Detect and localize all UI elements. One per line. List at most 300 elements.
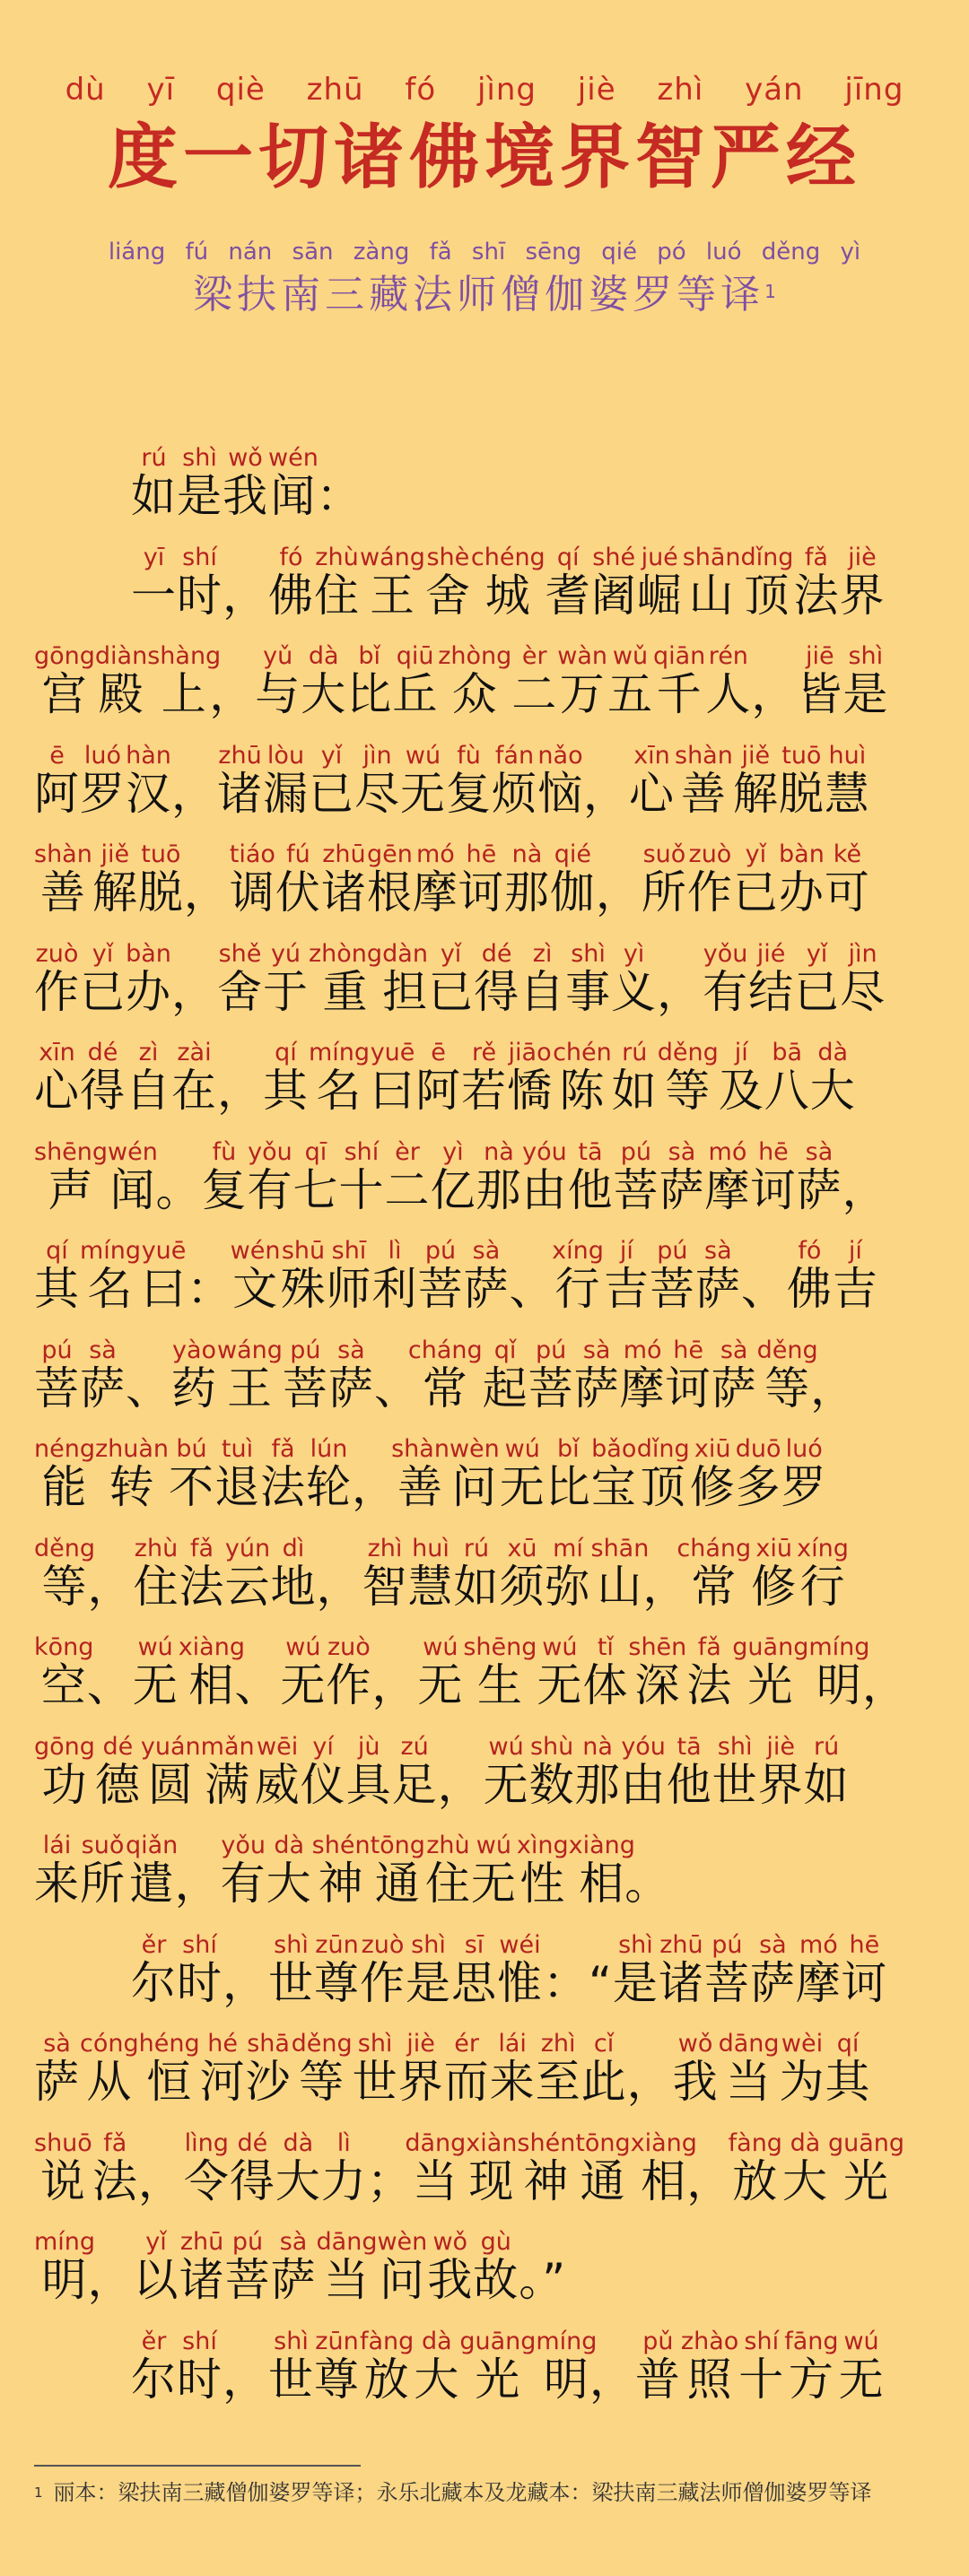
annotated-char: [832, 1237, 878, 1315]
hanzi: 有: [247, 1163, 293, 1216]
text-line: [34, 2128, 942, 2232]
hanzi: 住: [133, 1560, 179, 1613]
hanzi: 王: [217, 1362, 283, 1414]
annotated-char: [528, 1732, 575, 1811]
hanzi: 崛: [636, 569, 683, 622]
hanzi: 尽: [840, 965, 886, 1018]
annotated-char: [659, 1137, 705, 1216]
pinyin: hē: [665, 1336, 711, 1364]
annotated-char: [80, 1039, 126, 1117]
text-line: [34, 1834, 942, 1934]
annotated-char: [781, 2128, 828, 2207]
punctuation: ，: [87, 2254, 134, 2306]
pinyin: rén: [705, 642, 752, 670]
hanzi: 法: [793, 569, 840, 622]
hanzi: 办: [778, 866, 825, 918]
pinyin: wú: [132, 1633, 179, 1661]
annotated-char: [131, 2327, 177, 2406]
hanzi: 萨: [749, 1956, 796, 2009]
pinyin: gù: [473, 2228, 519, 2256]
annotated-char: [34, 642, 95, 720]
hanzi: 菩: [528, 1362, 574, 1414]
annotated-char: [641, 840, 687, 918]
annotated-char: [666, 1732, 712, 1811]
annotated-char: [291, 2030, 353, 2108]
annotated-char: [34, 1732, 95, 1811]
hanzi: 阇: [590, 569, 637, 622]
hanzi: 那: [503, 866, 550, 918]
hanzi: 七: [292, 1163, 339, 1216]
punctuation: ，: [171, 965, 217, 1018]
hanzi: 得: [229, 2154, 275, 2207]
hanzi: 顶: [740, 569, 794, 622]
pinyin: zhù: [424, 1832, 471, 1859]
text-line: [34, 2228, 942, 2330]
hanzi: 世: [711, 1758, 758, 1811]
hanzi: 住: [314, 569, 360, 622]
footnote-ref[interactable]: 1: [764, 281, 776, 302]
annotated-char: [94, 1435, 170, 1513]
annotated-char: [427, 2228, 474, 2306]
pinyin: ér: [443, 2030, 490, 2058]
punctuation: 、: [740, 1263, 787, 1315]
annotated-char: [201, 1137, 248, 1216]
annotated-char: [686, 1633, 733, 1711]
pinyin: pú: [613, 1137, 659, 1166]
hanzi: 宝: [590, 1461, 637, 1513]
hanzi: 法: [179, 1560, 225, 1613]
hanzi: 仪: [300, 1758, 346, 1811]
pinyin: zì: [126, 1039, 171, 1066]
hanzi: 于: [263, 965, 309, 1018]
pinyin: tǐ: [582, 1633, 629, 1661]
hanzi: 复: [201, 1163, 248, 1216]
pinyin: zhì: [535, 2030, 581, 2058]
punctuation: ，: [174, 1858, 221, 1910]
pinyin: shì: [268, 2327, 314, 2355]
pinyin: xīn: [34, 1039, 80, 1066]
hanzi: 善: [391, 1461, 450, 1513]
annotated-char: [400, 741, 446, 820]
pinyin: yǐ: [732, 840, 779, 868]
hanzi: 比: [545, 1461, 591, 1513]
annotated-char: [92, 2128, 138, 2207]
annotated-char: [34, 1039, 80, 1117]
punctuation: ；: [366, 2154, 413, 2207]
pinyin: zhòng: [438, 642, 512, 670]
hanzi: 诃: [841, 1956, 887, 2009]
annotated-char: [482, 1336, 528, 1414]
pinyin: fú: [275, 840, 321, 868]
annotated-char: [636, 543, 683, 622]
pinyin: suǒ: [80, 1832, 126, 1859]
hanzi: 萨: [659, 1163, 705, 1216]
hanzi: 住: [424, 1858, 471, 1910]
hanzi: 萨: [270, 2254, 317, 2306]
annotated-char: [245, 2030, 292, 2108]
annotated-char: [126, 741, 171, 820]
hanzi: 已: [309, 767, 354, 820]
hanzi: 其: [34, 1263, 80, 1315]
pinyin: jiè: [839, 543, 886, 571]
annotated-char: [354, 741, 400, 820]
pinyin: bú: [169, 1435, 215, 1463]
pinyin: kě: [824, 840, 870, 868]
annotated-char: [270, 2228, 317, 2306]
hanzi: 力: [320, 2154, 367, 2207]
annotated-char: [268, 444, 319, 522]
annotated-char: [371, 1237, 418, 1315]
hanzi: 已: [732, 866, 779, 918]
pinyin: sà: [796, 1137, 842, 1166]
hanzi: 萨: [711, 1362, 757, 1414]
pinyin: qí: [545, 543, 591, 571]
annotated-char: [34, 1336, 80, 1414]
hanzi: 如: [611, 1065, 658, 1117]
annotated-char: [309, 939, 383, 1018]
pinyin: xiū: [689, 1435, 736, 1463]
annotated-char: [414, 2327, 460, 2406]
hanzi: 足: [391, 1758, 438, 1811]
annotated-char: [377, 2228, 428, 2306]
hanzi: 若: [461, 1065, 508, 1117]
hanzi: 修: [689, 1461, 736, 1513]
pinyin: chéng: [470, 543, 546, 571]
hanzi: 是: [177, 470, 223, 522]
pinyin: míng: [808, 1633, 870, 1661]
annotated-char: [391, 1435, 450, 1513]
pinyin: nǎo: [537, 741, 583, 770]
hanzi: 声: [34, 1163, 109, 1216]
hanzi: 具: [345, 1758, 392, 1811]
pinyin: shì: [711, 1732, 758, 1761]
pinyin: wú: [483, 1732, 529, 1761]
pinyin: jué: [636, 543, 683, 571]
annotated-char: [141, 1237, 188, 1315]
annotated-char: [607, 642, 653, 720]
hanzi: 罗: [80, 767, 126, 820]
pinyin: qī: [292, 1137, 339, 1166]
hanzi: 已: [80, 965, 126, 1018]
annotated-char: [672, 2030, 719, 2108]
pinyin: yún: [224, 1534, 271, 1562]
pinyin: jiè: [397, 2030, 444, 2058]
pinyin: fǎ: [92, 2128, 138, 2157]
hanzi: 萨: [327, 1362, 374, 1414]
annotated-char: [137, 840, 184, 918]
hanzi: 修: [751, 1560, 798, 1613]
pinyin: zuò: [686, 840, 733, 868]
pinyin: zhū: [658, 1930, 704, 1959]
annotated-char: [362, 1534, 408, 1613]
hanzi: 生: [463, 1659, 537, 1711]
hanzi: 由: [521, 1163, 568, 1216]
hanzi: 萨: [694, 1263, 741, 1315]
pinyin: dé: [94, 1732, 141, 1761]
pinyin: shān: [590, 1534, 650, 1562]
pinyin: mí: [545, 1534, 591, 1562]
pinyin: zhū: [320, 840, 367, 868]
hanzi: 满: [200, 1758, 255, 1811]
pinyin: xiàng: [178, 1633, 245, 1661]
text-line: [34, 741, 942, 844]
annotated-char: [424, 543, 471, 622]
annotated-char: [535, 2030, 581, 2108]
hanzi: 大: [266, 1858, 312, 1910]
pinyin: lì: [371, 1237, 418, 1265]
hanzi: 所: [80, 1858, 126, 1910]
pinyin: jí: [603, 1237, 650, 1265]
pinyin: mó: [795, 1930, 842, 1959]
annotated-char: [492, 741, 537, 820]
pinyin: wǒ: [223, 444, 268, 472]
hanzi: 沙: [245, 2056, 292, 2108]
annotated-char: [705, 642, 752, 720]
pinyin: zhū: [217, 741, 263, 770]
pinyin: yǐ: [794, 939, 841, 968]
annotated-char: [573, 1336, 620, 1414]
annotated-char: [415, 1039, 462, 1117]
annotated-char: [326, 1633, 372, 1711]
annotated-char: [827, 2128, 905, 2207]
annotated-char: [797, 1534, 849, 1613]
pinyin: wú: [470, 1832, 517, 1859]
hanzi: 诸: [320, 866, 367, 918]
annotated-char: [757, 1732, 804, 1811]
annotated-char: [217, 1336, 283, 1414]
pinyin: sà: [327, 1336, 374, 1364]
hanzi: 千: [653, 668, 706, 720]
pinyin: rú: [803, 1732, 850, 1761]
pinyin: zuò: [34, 939, 80, 968]
hanzi: 时: [177, 569, 223, 622]
annotated-char: [224, 1534, 271, 1613]
hanzi: 河: [199, 2056, 246, 2108]
hanzi: 他: [666, 1758, 712, 1811]
annotated-char: [327, 1336, 374, 1414]
pinyin: hē: [458, 840, 504, 868]
pinyin: fàng: [360, 2327, 415, 2355]
pinyin: shān: [682, 543, 741, 571]
annotated-char: [781, 1435, 827, 1513]
hanzi: 漏: [263, 767, 309, 820]
annotated-char: [397, 2030, 444, 2108]
pinyin: wén: [108, 1137, 158, 1166]
pinyin: mó: [619, 1336, 666, 1364]
pinyin: guāng: [827, 2128, 905, 2157]
pinyin: wèi: [779, 2030, 825, 2058]
annotated-char: [80, 1832, 126, 1910]
pinyin: rú: [131, 444, 177, 472]
hanzi: 数: [528, 1758, 575, 1811]
hanzi: 阿: [415, 1065, 462, 1117]
annotated-char: [718, 1039, 764, 1117]
text-line: [34, 2327, 942, 2430]
hanzi: 等: [657, 1065, 719, 1117]
pinyin: héng: [138, 2030, 200, 2058]
annotated-char: [549, 840, 596, 918]
pinyin: shēng: [463, 1633, 537, 1661]
annotated-char: [634, 2327, 681, 2406]
annotated-char: [611, 1039, 658, 1117]
annotated-char: [516, 1832, 569, 1910]
hanzi: 地: [270, 1560, 317, 1613]
punctuation: ，: [223, 2353, 268, 2406]
text-line: [34, 543, 942, 646]
pinyin: huì: [824, 741, 870, 770]
annotated-char: [628, 1633, 687, 1711]
hanzi: 功: [34, 1758, 95, 1811]
annotated-char: [417, 1633, 464, 1711]
hanzi: 恼: [537, 767, 583, 820]
pinyin: qí: [34, 1237, 80, 1265]
hanzi: 重: [309, 965, 383, 1018]
hanzi: 殿: [94, 668, 148, 720]
hanzi: 德: [94, 1758, 141, 1811]
hanzi: 如: [803, 1758, 850, 1811]
annotated-char: [306, 1435, 353, 1513]
hanzi: 为: [779, 2056, 825, 2108]
hanzi: 照: [680, 2353, 739, 2406]
pinyin: pú: [703, 1930, 750, 1959]
pinyin: zūn: [314, 1930, 360, 1959]
annotated-char: [177, 2327, 223, 2406]
hanzi: 吉: [603, 1263, 650, 1315]
hanzi: 云: [224, 1560, 271, 1613]
hanzi: 菩: [417, 1263, 464, 1315]
hanzi: 结: [748, 965, 795, 1018]
annotated-char: [247, 1137, 293, 1216]
pinyin: fǎ: [793, 543, 840, 571]
hanzi: 佛: [786, 1263, 833, 1315]
annotated-char: [553, 1039, 612, 1117]
pinyin: lái: [34, 1832, 80, 1859]
hanzi: 无: [470, 1858, 517, 1910]
hanzi: 舍: [424, 569, 471, 622]
punctuation: ，: [217, 1065, 263, 1117]
text-line: [34, 939, 942, 1042]
pinyin: děng: [756, 1336, 818, 1364]
pinyin: wǒ: [672, 2030, 719, 2058]
hanzi: 法: [92, 2154, 138, 2207]
hanzi: 问: [377, 2254, 428, 2306]
annotated-char: [694, 1237, 741, 1315]
text-line: [34, 1930, 942, 2033]
pinyin: yú: [263, 939, 309, 968]
pinyin: fán: [492, 741, 537, 770]
annotated-char: [703, 939, 749, 1018]
annotated-char: [738, 2327, 785, 2406]
hanzi: 起: [482, 1362, 528, 1414]
annotated-char: [497, 1930, 543, 2009]
hanzi: 诃: [458, 866, 504, 918]
hanzi: 大: [809, 1065, 856, 1117]
annotated-char: [784, 2327, 839, 2406]
pinyin: dāng: [316, 2228, 378, 2256]
hanzi: 陈: [553, 1065, 612, 1117]
pinyin: fó: [786, 1237, 833, 1265]
punctuation: ，: [183, 866, 230, 918]
hanzi: 明: [808, 1659, 870, 1711]
hanzi: 弥: [545, 1560, 591, 1613]
hanzi: 方: [784, 2353, 839, 2406]
annotated-char: [463, 1633, 537, 1711]
annotated-char: [689, 1435, 736, 1513]
hanzi: 无: [499, 1461, 546, 1513]
annotated-char: [34, 1435, 95, 1513]
hanzi: 耆: [545, 569, 591, 622]
pinyin: pǔ: [634, 2327, 681, 2355]
annotated-char: [268, 1930, 314, 2009]
annotated-char: [680, 2327, 739, 2406]
hanzi: 阿: [34, 767, 80, 820]
hanzi: 二: [384, 1163, 431, 1216]
pinyin: néng: [34, 1435, 95, 1463]
pinyin: bàn: [126, 939, 171, 968]
annotated-char: [177, 543, 223, 622]
sutra-title: 度一切诸佛境界智严经: [107, 117, 861, 198]
hanzi: 万: [557, 668, 607, 720]
pinyin: hé: [199, 2030, 246, 2058]
annotated-char: [94, 1732, 141, 1811]
text-line: [34, 1435, 942, 1537]
annotated-char: [280, 1633, 327, 1711]
pinyin: xiàng: [630, 2128, 697, 2157]
hanzi: 以: [133, 2254, 179, 2306]
hanzi: 普: [634, 2353, 681, 2406]
hanzi: 体: [582, 1659, 629, 1711]
hanzi: 从: [80, 2056, 139, 2108]
hanzi: 而: [443, 2056, 490, 2108]
hanzi: 那: [574, 1758, 621, 1811]
hanzi: 烦: [492, 767, 537, 820]
pinyin: dà: [301, 642, 347, 670]
pinyin: xīn: [629, 741, 675, 770]
hanzi: 无: [417, 1659, 464, 1711]
annotated-char: [728, 2128, 782, 2207]
punctuation: ：: [316, 470, 362, 522]
hanzi: 解: [732, 767, 779, 820]
annotated-char: [260, 1435, 307, 1513]
annotated-char: [474, 939, 520, 1018]
punctuation: 、: [86, 1659, 133, 1711]
hanzi: 得: [474, 965, 520, 1018]
hanzi: 大: [414, 2353, 460, 2406]
annotated-char: [384, 1137, 431, 1216]
annotated-char: [575, 2128, 631, 2207]
pinyin: wēi: [254, 1732, 301, 1761]
pinyin: fó: [268, 543, 314, 571]
annotated-char: [275, 2128, 321, 2207]
pinyin: fù: [201, 1137, 248, 1166]
annotated-char: [34, 2030, 80, 2108]
pinyin: míng: [80, 1237, 142, 1265]
pinyin: yǒu: [247, 1137, 293, 1166]
annotated-char: [370, 1832, 425, 1910]
hanzi: 如: [453, 1560, 500, 1613]
hanzi: 解: [92, 866, 138, 918]
title-pinyin: dù yī qiè zhū fó jìng jiè zhì yán jīng: [65, 72, 904, 108]
hanzi: 八: [764, 1065, 810, 1117]
pinyin: hàn: [126, 741, 171, 770]
pinyin: tā: [567, 1137, 614, 1166]
annotated-char: [809, 1039, 856, 1117]
text-line: [34, 1137, 942, 1240]
annotated-char: [230, 1237, 281, 1315]
pinyin: yuán: [140, 1732, 201, 1761]
pinyin: sà: [573, 1336, 620, 1364]
hanzi: 诃: [665, 1362, 711, 1414]
